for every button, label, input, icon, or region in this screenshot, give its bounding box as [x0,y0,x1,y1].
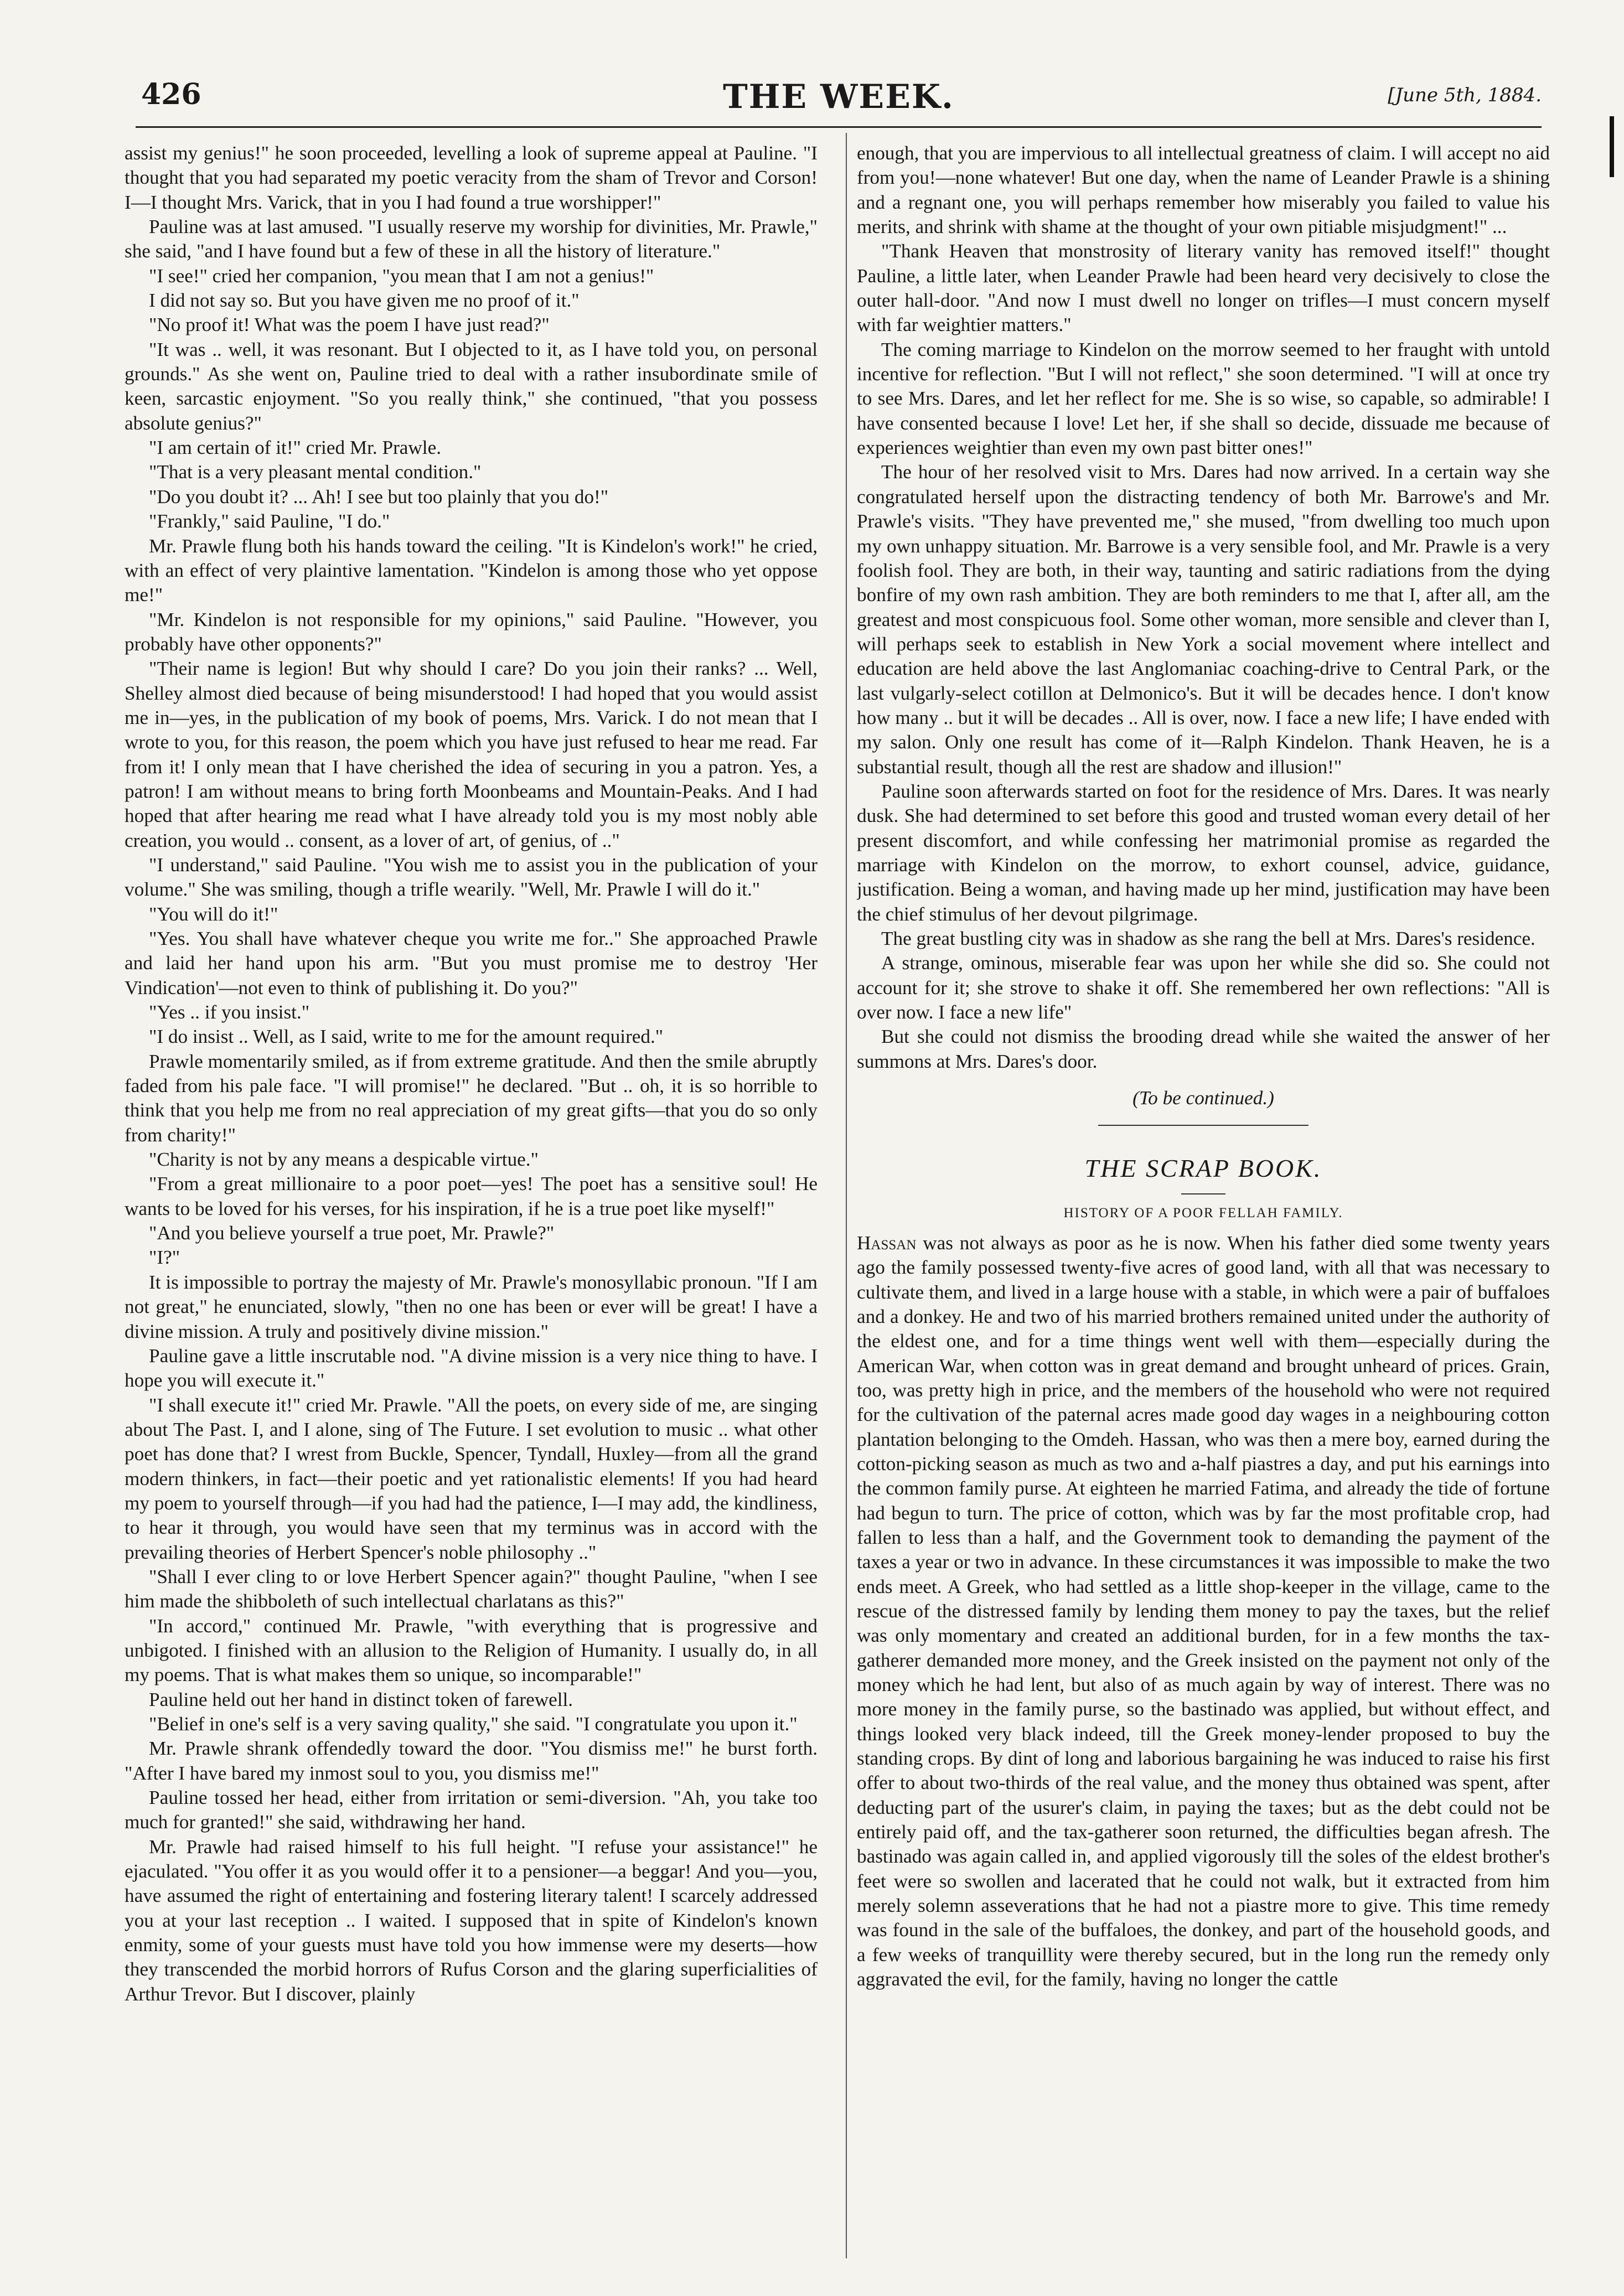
paragraph: "Charity is not by any means a despicable virtue." [149,1149,539,1171]
left-column [125,141,818,2256]
paragraph: "I?" [149,1247,180,1269]
paragraph: "I understand," said Pauline. "You wish me to assist you in the publication of your volume." She was smiling, though a trifle wearily. "Well, Mr. Prawle I will do it." [125,854,818,901]
paragraph: I did not say so. But you have given me no proof of it." [149,289,580,312]
column-divider [846,133,847,2258]
paragraph: "Thank Heaven that monstrosity of literary vanity has removed itself!" thought Pauline, a little later, when Leander Prawle had been heard very decisively to close the outer hall-door. "And now I must dwell no longer on trifles—I must concern myself with far weightier matters." [857,240,1550,336]
article-body-text: was not always as poor as he is now. When his father died some twenty years ago the family possessed twenty-five acres of good land, with all that was necessary to cultivate them, and lived in a large house with a stable, in which were a pair of buffaloes and a donkey. He and two of his married brothers remained united under the authority of the eldest one, and for a time things went well with them—especially during the American War, when cotton was in great demand and brought unheard of prices. Grain, too, was pretty high in price, and the members of the household who were not required for the cultivation of the paternal acres made good day wages in a neighbouring cotton plantation belonging to the Omdeh. Hassan, who was then a mere boy, earned during the cotton-picking season as much as two and a-half piastres a day, and put his earnings into the common family purse. At eighteen he married Fatima, and already the tide of fortune had begun to turn. The price of cotton, which was by far the most profitable crop, had fallen to less than a half, and the Government took to demanding the payment of the taxes a year or two in advance. In these circumstances it was impossible to make the two ends meet. A Greek, who had settled as a little shop-keeper in the village, came to the rescue of the distressed family by lending them money to pay the taxes, but the relief was only momentary and created an additional burden, for in a few months the tax-gatherer demanded more money, and the Greek insisted on the payment not only of the money which he had lent, but also of as much again by way of interest. There was no more money in the family purse, so the bastinado was applied, but without effect, and things looked very black indeed, till the Greek money-lender proposed to buy the standing crops. By dint of long and laborious bargaining he was induced to raise his first offer to about two-thirds of the real value, and the money thus obtained was spent, after deducting part of the usurer's claim, in paying the taxes; but as the debt could not be entirely paid off, and the tax-gatherer soon returned, the difficulties began afresh. The bastinado was again called in, and applied vigorously till the soles of the eldest brother's feet were so swollen and lacerated that he could not walk, but it extracted from him merely solemn asseverations that he had not a piastre more to give. This time remedy was found in the sale of the buffaloes, the donkey, and part of the household goods, and a few weeks of tranquillity were thereby secured, but in the long run the remedy only aggravated the evil, for the family, having no longer the cattle [857,1232,1550,1990]
masthead-title: THE WEEK. [723,77,954,116]
paragraph: Mr. Prawle shrank offendedly toward the door. "You dismiss me!" he burst forth. "After I have bared my inmost soul to you, you dismiss me!" [125,1737,818,1784]
title-rule [1181,1193,1225,1194]
article-lead-word: Hassan [857,1232,917,1254]
paragraph: Prawle momentarily smiled, as if from extreme gratitude. And then the smile abruptly faded from his pale face. "I will promise!" he declared. "But .. oh, it is so horrible to think that you help me from no real appreciation of my great gifts—that you do so only from charity!" [125,1050,818,1146]
paragraph: The great bustling city was in shadow as she rang the bell at Mrs. Dares's residence. [881,928,1535,949]
paragraph: "I see!" cried her companion, "you mean that I am not a genius!" [149,265,654,287]
issue-date: [June 5th, 1884. [1388,84,1542,106]
to-be-continued: (To be continued.) [1132,1087,1274,1109]
paragraph: "Frankly," said Pauline, "I do." [149,510,390,532]
section-rule [1098,1125,1308,1126]
paragraph: Pauline soon afterwards started on foot for the residence of Mrs. Dares. It was nearly dusk. She had determined to set before this good and trusted woman every detail of her present discomfort, and while confessing her matrimonial promise as regarded the marriage with Kindelon on the morrow, to exhort counsel, advice, guidance, justification. Being a woman, and having made up her mind, justification may have been the chief stimulus of her devout pilgrimage. [857,780,1550,925]
paragraph: "That is a very pleasant mental condition." [149,461,482,483]
story-continuation [857,141,1550,1074]
paragraph: "I shall execute it!" cried Mr. Prawle. "All the poets, on every side of me, are singing about The Past. I, and I alone, sing of The Future. I set evolution to music .. what other poet has done that? I wrest from Buckle, Spencer, Tyndall, Huxley—from all the grand modern thinkers, in fact—their poetic and yet rationalistic elements! If you had heard my poem to yourself through—if you had had the patience, I—I may add, the kindliness, to hear it through, you would have seen that my terminus was in accord with the prevailing theories of Herbert Spencer's noble philosophy .." [125,1394,818,1563]
article-body [857,1231,1550,1992]
right-column [857,141,1550,2256]
paragraph: It is impossible to portray the majesty of Mr. Prawle's monosyllabic pronoun. "If I am not great," he enunciated, slowly, "then no one has been or ever will be great! I have a divine mission. A truly and positively divine mission." [125,1271,818,1342]
paragraph: "From a great millionaire to a poor poet—yes! The poet has a sensitive soul! He wants to be loved for his verses, for his inspiration, if he is a true poet like myself!" [125,1173,818,1219]
article-title: HISTORY OF A POOR FELLAH FAMILY. [1063,1206,1343,1221]
paragraph: "I do insist .. Well, as I said, write to me for the amount required." [149,1026,664,1048]
paragraph: "No proof it! What was the poem I have just read?" [149,314,550,336]
paragraph: "Yes .. if you insist." [149,1001,310,1023]
paragraph: "And you believe yourself a true poet, Mr. Prawle?" [149,1222,555,1244]
paragraph: "Mr. Kindelon is not responsible for my opinions," said Pauline. "However, you probably have other opponents?" [125,608,818,655]
paragraph: Mr. Prawle flung both his hands toward the ceiling. "It is Kindelon's work!" he cried, with an effect of very plaintive lamentation. "Kindelon is among those who yet oppose me!" [125,535,818,606]
page-number: 426 [141,77,201,111]
paragraph: The coming marriage to Kindelon on the morrow seemed to her fraught with untold incentive for reflection. "But I will not reflect," she soon determined. "I will at once try to see Mrs. Dares, and let her reflect for me. She is so wise, so capable, so admirable! I have consented because I love! Let her, if she shall so decide, dissuade me because of experiences weightier than even my own past bitter ones!" [857,338,1550,459]
paragraph: "Shall I ever cling to or love Herbert Spencer again?" thought Pauline, "when I see him made the shibboleth of such intellectual charlatans as this?" [125,1565,818,1612]
paragraph: Pauline gave a little inscrutable nod. "A divine mission is a very nice thing to have. I hope you will execute it." [125,1344,818,1392]
margin-mark [1610,116,1614,177]
paragraph: Pauline tossed her head, either from irritation or semi-diversion. "Ah, you take too much for granted!" she said, withdrawing her hand. [125,1787,818,1833]
paragraph: "Yes. You shall have whatever cheque you write me for.." She approached Prawle and laid her hand upon his arm. "But you must promise me to destroy 'Her Vindication'—not even to think of publishing it. Do you?" [125,928,818,999]
paragraph: "Do you doubt it? ... Ah! I see but too plainly that you do!" [149,485,609,508]
page-header [136,77,1542,133]
paragraph: Pauline was at last amused. "I usually reserve my worship for divinities, Mr. Prawle," she said, "and I have found but a few of these in all the history of literature." [125,216,818,262]
paragraph: The hour of her resolved visit to Mrs. Dares had now arrived. In a certain way she congratulated herself upon the distracting tendency of both Mr. Barrowe's and Mr. Prawle's visits. "They have prevented me," she mused, "from dwelling too much upon my own unhappy situation. Mr. Barrowe is a very sensible fool, and Mr. Prawle is a very foolish fool. They are both, in their way, taunting and satiric radiations from the dying bonfire of my own rash ambition. They are both reminders to me that I, after all, am the greatest and most conspicuous fool. Some other woman, more sensible and clever than I, will perhaps seek to establish in New York a social movement where intellect and education are held above the last Anglomaniac coaching-drive to Central Park, or the last vulgarly-select cotillon at Delmonico's. But it will be decades hence. I don't know how many .. but it will be decades .. All is over, now. I face a new life; I have ended with my salon. Only one result has come of it—Ralph Kindelon. Thank Heaven, he is a substantial result, though all the rest are shadow and illusion!" [857,461,1550,778]
paragraph: Mr. Prawle had raised himself to his full height. "I refuse your assistance!" he ejaculated. "You offer it as you would offer it to a pensioner—a beggar! And you—you, have assumed the right of entertaining and fostering literary talent! I scarcely addressed you at your last reception .. I waited. I supposed that in spite of Kindelon's known enmity, some of your guests must have told you how immense were my deserts—how they transcended the morbid horrors of Rufus Corson and the glaring superficialities of Arthur Trevor. But I discover, plainly [125,1835,818,2005]
paragraph: "Belief in one's self is a very saving quality," she said. "I congratulate you upon it." [149,1713,798,1735]
paragraph: enough, that you are impervious to all intellectual greatness of claim. I will accept no aid from you!—none whatever! But one day, when the name of Leander Prawle is a shining and a regnant one, you will perhaps remember how miserably you failed to value his merits, and shrink with shame at the thought of your own pitiable misjudgment!" ... [857,142,1550,238]
paragraph: "You will do it!" [149,903,278,925]
paragraph: But she could not dismiss the brooding dread while she waited the answer of her summons at Mrs. Dares's door. [857,1026,1550,1072]
paragraph: "I am certain of it!" cried Mr. Prawle. [149,437,442,459]
paragraph: "Their name is legion! But why should I care? Do you join their ranks? ... Well, Shelley almost died because of being misunderstood! I had hoped that you would assist me in—yes, in the publication of my book of poems, Mrs. Varick. I do not mean that I wrote to you, for this reason, the poem which you have just refused to hear me read. Far from it! I only mean that I have cherished the idea of securing in you a patron. Yes, a patron! I am without means to bring forth Moonbeams and Mountain-Peaks. And I had hoped that after hearing me read what I have already told you is my most nobly able creation, you would .. consent, as a lover of art, of genius, of .." [125,658,818,851]
header-rule [136,126,1542,128]
paragraph: A strange, ominous, miserable fear was upon her while she did so. She could not account for it; she strove to shake it off. She remembered her own reflections: "All is over now. I face a new life" [857,952,1550,1023]
paragraph: assist my genius!" he soon proceeded, levelling a look of supreme appeal at Pauline. "I thought that you had separated my poetic veracity from the sham of Trevor and Corson! I—I thought Mrs. Varick, that in you I had found a true worshipper!" [125,142,818,213]
section-title: THE SCRAP BOOK. [1084,1154,1322,1183]
paragraph: "In accord," continued Mr. Prawle, "with everything that is progressive and unbigoted. I finished with an allusion to the Religion of Humanity. I usually do, in all my poems. That is what makes them so unique, so incomparable!" [125,1615,818,1686]
paragraph: Pauline held out her hand in distinct token of farewell. [149,1688,573,1710]
paragraph: "It was .. well, it was resonant. But I objected to it, as I have told you, on personal grounds." As she went on, Pauline tried to deal with a rather insubordinate smile of keen, sarcastic enjoyment. "So you really think," she continued, "that you possess absolute genius?" [125,338,818,434]
